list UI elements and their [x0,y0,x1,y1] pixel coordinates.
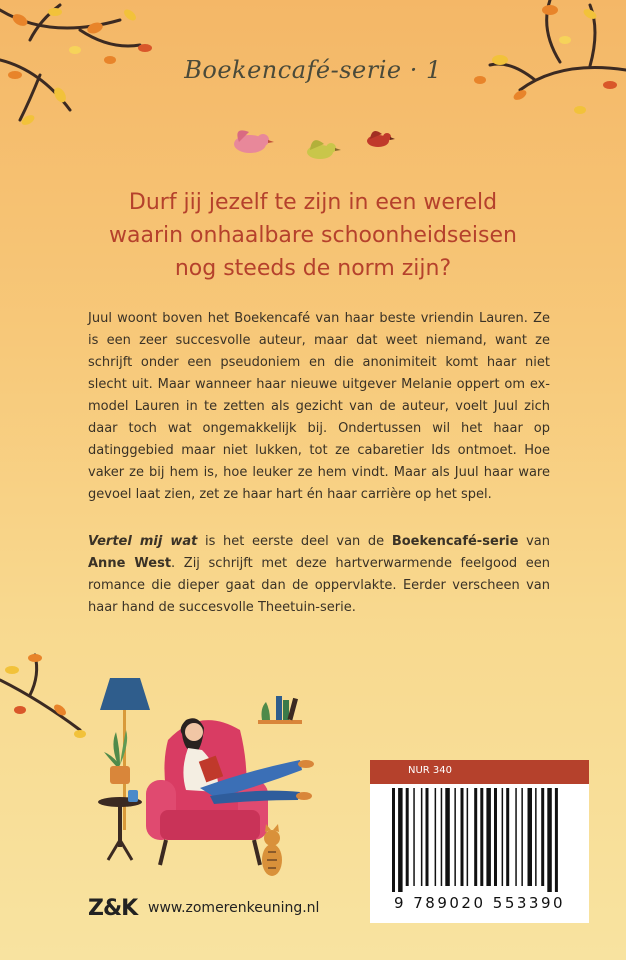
isbn-number: 9 789020 553390 [393,894,566,912]
publisher-website: www.zomerenkeuning.nl [148,900,320,916]
blurb-paragraph: Juul woont boven het Boekencafé van haar beste vriendin Lauren. Ze is een zeer succesvolle auteur, maar dat weet niemand, want ze schrijft onder een pseudoniem en die anonimiteit komt haar niet slecht uit. Maar wanneer haar nieuwe uitgever Melanie oppert om ex-model Lauren in te zetten als gezicht van de auteur, voelt Juul zich daar toch wat ongemakkelijk bij. Ondertussen wil het haar op datinggebied maar niet lukken, tot ze cabaretier Ids ontmoet. Hoe vaker ze bij hem is, hoe leuker ze hem vindt. Maar als Juul haar ware gevoel laat zien, zet ze haar hart én haar carrière op het spel. [88,311,550,502]
about-text: van [518,534,550,549]
author-name: Anne West [88,556,172,571]
tagline-line: waarin onhaalbare schoonheidseisen [109,223,517,248]
autumn-branch-top-left-icon [0,0,200,180]
tagline-line: Durf jij jezelf te zijn in een wereld [128,190,498,215]
publisher-logo: Z&K [88,896,138,921]
book-title: Vertel mij wat [88,534,198,549]
bird-icon [360,124,396,154]
about-text: is het eerste deel van de [197,534,392,549]
barcode-panel [370,760,589,923]
series-name: Boekencafé-serie [391,534,519,549]
bird-icon [225,122,275,162]
nur-band [370,760,589,784]
autumn-branch-left-icon [0,650,90,750]
bird-icon [298,132,342,166]
reading-woman-illustration [90,670,330,890]
nur-code: NUR 340 [408,765,453,776]
barcode-icon [370,788,589,894]
about-text: . Zij schrijft met deze hartverwarmende feelgood een romance die dieper gaat dan de oppervlakte. Eerder verscheen van haar hand de succesvolle Theetuin-serie. [88,556,550,615]
tagline [60,186,566,285]
tagline-line: nog steeds de norm zijn? [174,256,452,281]
about-paragraph [88,531,550,619]
series-title: Boekencafé-serie · 1 [184,56,442,84]
